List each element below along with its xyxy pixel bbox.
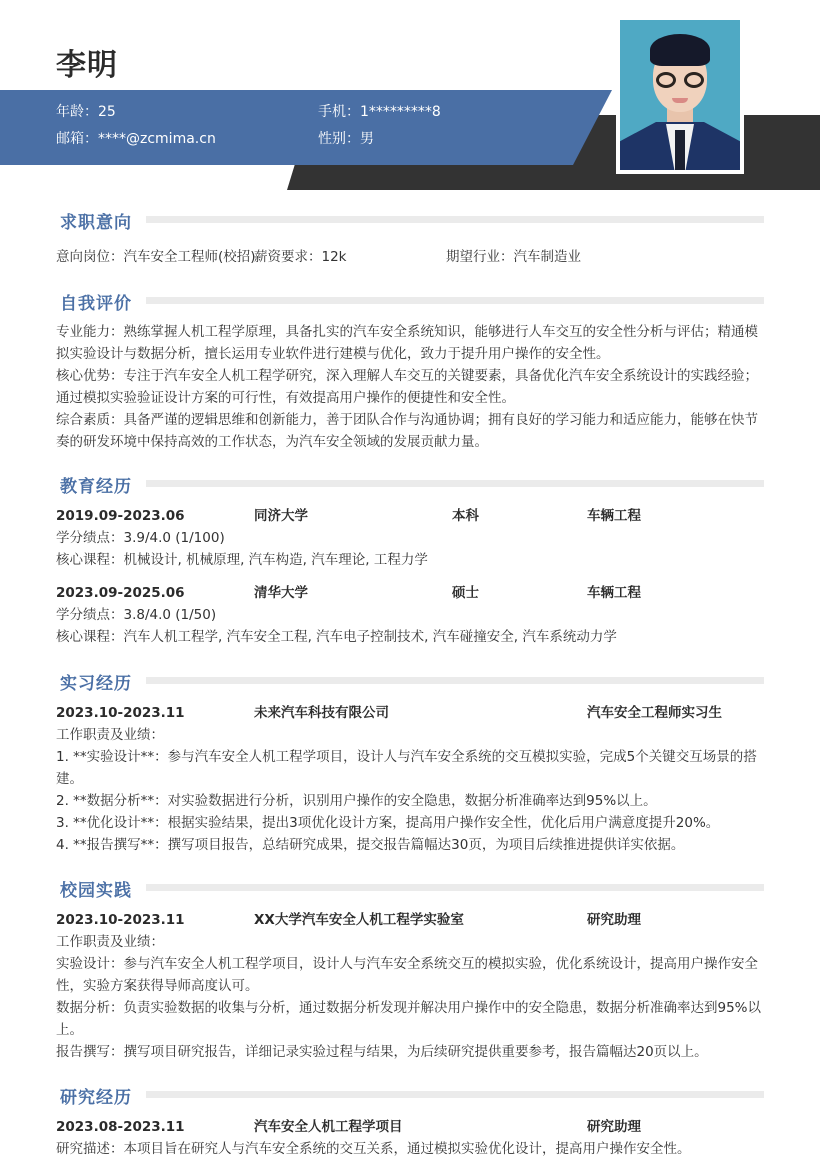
resume-header: [0, 0, 820, 200]
section-title: 研究经历: [60, 1088, 132, 1108]
campus-role: 研究助理: [587, 912, 641, 928]
duty-item: 4. **报告撰写**：撰写项目报告，总结研究成果，提交报告篇幅达30页，为项目后续推进提供详实依据。: [56, 837, 685, 853]
edu-major: 车辆工程: [587, 585, 641, 601]
research-project: 汽车安全人机工程学项目: [254, 1119, 403, 1135]
self-eval-paragraph: 核心优势：专注于汽车安全人机工程学研究，深入理解人车交互的关键要素，具备优化汽车安全系统设计的实践经验；通过模拟实验验证设计方案的可行性，有效提高用户操作的便捷性和安全性。: [56, 368, 758, 406]
gender-field: [318, 128, 374, 148]
duty-item: 报告撰写：撰写项目研究报告，详细记录实验过程与结果，为后续研究提供重要参考，报告篇幅达20页以上。: [56, 1044, 708, 1060]
section-title: 校园实践: [60, 881, 132, 901]
edu-courses: 核心课程：机械设计, 机械原理, 汽车构造, 汽车理论, 工程力学: [56, 552, 428, 568]
section-divider: [146, 297, 764, 304]
internship-company: 未来汽车科技有限公司: [254, 705, 389, 721]
research-description: 研究描述：本项目旨在研究人与汽车安全系统的交互关系，通过模拟实验优化设计，提高用户操作安全性。: [56, 1141, 691, 1157]
gender-value: 男: [360, 131, 374, 147]
email-value: ****@zcmima.cn: [98, 131, 216, 147]
section-divider: [146, 677, 764, 684]
self-eval-paragraph: 专业能力：熟练掌握人机工程学原理，具备扎实的汽车安全系统知识，能够进行人车交互的安全性分析与评估；精通模拟实验设计与数据分析，擅长运用专业软件进行建模与优化，致力于提升用户操作的安全性。: [56, 324, 758, 362]
section-title: 教育经历: [60, 477, 132, 497]
section-divider: [146, 216, 764, 223]
section-title: 自我评价: [60, 294, 132, 314]
profile-photo-frame: [616, 16, 744, 174]
age-value: 25: [98, 104, 116, 120]
phone-label: 手机：: [318, 104, 360, 120]
research-period: 2023.08-2023.11: [56, 1119, 185, 1135]
edu-degree: 硕士: [452, 585, 479, 601]
research-role: 研究助理: [587, 1119, 641, 1135]
section-title: 实习经历: [60, 674, 132, 694]
self-eval-paragraph: 综合素质：具备严谨的逻辑思维和创新能力，善于团队合作与沟通协调；拥有良好的学习能力和适应能力，能够在快节奏的研发环境中保持高效的工作状态，为汽车安全领域的发展贡献力量。: [56, 412, 758, 450]
internship-role: 汽车安全工程师实习生: [587, 705, 722, 721]
education-entry-header: [56, 582, 764, 604]
research-entry-header: [56, 1116, 764, 1138]
edu-gpa: 学分绩点：3.9/4.0 (1/100): [56, 530, 225, 546]
section-divider: [146, 1091, 764, 1098]
duty-item: 2. **数据分析**：对实验数据进行分析，识别用户操作的安全隐患，数据分析准确率达到95%以上。: [56, 793, 657, 809]
section-internship: [56, 669, 764, 856]
intent-row: [56, 246, 764, 268]
age-label: 年龄：: [56, 104, 98, 120]
section-campus-practice: [56, 876, 764, 1063]
edu-major: 车辆工程: [587, 508, 641, 524]
intent-position: 意向岗位：汽车安全工程师(校招): [56, 249, 256, 265]
section-divider: [146, 480, 764, 487]
candidate-name: 李明: [56, 48, 118, 83]
duty-item: 3. **优化设计**：根据实验结果，提出3项优化设计方案，提高用户操作安全性，优化后用户满意度提升20%。: [56, 815, 720, 831]
age-field: [56, 101, 116, 121]
internship-entry-header: [56, 702, 764, 724]
duty-item: 1. **实验设计**：参与汽车安全人机工程学项目，设计人与汽车安全系统的交互模拟实验，完成5个关键交互场景的搭建。: [56, 749, 757, 787]
intent-industry: 期望行业：汽车制造业: [446, 249, 581, 265]
campus-entry-header: [56, 909, 764, 931]
section-job-intent: [56, 208, 764, 268]
edu-period: 2023.09-2025.06: [56, 585, 185, 601]
section-research: [56, 1083, 764, 1160]
edu-courses: 核心课程：汽车人机工程学, 汽车安全工程, 汽车电子控制技术, 汽车碰撞安全, 汽车系统动力学: [56, 629, 617, 645]
education-entry-header: [56, 505, 764, 527]
duties-label: 工作职责及业绩：: [56, 934, 164, 950]
campus-org: XX大学汽车安全人机工程学实验室: [254, 912, 464, 928]
edu-degree: 本科: [452, 508, 479, 524]
edu-school: 清华大学: [254, 585, 308, 601]
email-field: [56, 128, 216, 148]
email-label: 邮箱：: [56, 131, 98, 147]
campus-period: 2023.10-2023.11: [56, 912, 185, 928]
section-self-evaluation: [56, 289, 764, 453]
gender-label: 性别：: [318, 131, 360, 147]
section-divider: [146, 884, 764, 891]
duties-label: 工作职责及业绩：: [56, 727, 164, 743]
section-title: 求职意向: [60, 213, 132, 233]
intent-salary: 薪资要求：12k: [254, 249, 347, 265]
edu-school: 同济大学: [254, 508, 308, 524]
duty-item: 数据分析：负责实验数据的收集与分析，通过数据分析发现并解决用户操作中的安全隐患，数据分析准确率达到95%以上。: [56, 1000, 762, 1038]
internship-period: 2023.10-2023.11: [56, 705, 185, 721]
edu-period: 2019.09-2023.06: [56, 508, 185, 524]
edu-gpa: 学分绩点：3.8/4.0 (1/50): [56, 607, 217, 623]
phone-field: [318, 101, 441, 121]
duty-item: 实验设计：参与汽车安全人机工程学项目，设计人与汽车安全系统交互的模拟实验，优化系统设计，提高用户操作安全性，实验方案获得导师高度认可。: [56, 956, 758, 994]
phone-value: 1*********8: [360, 104, 441, 120]
section-education: [56, 472, 764, 648]
profile-photo: [620, 20, 740, 170]
